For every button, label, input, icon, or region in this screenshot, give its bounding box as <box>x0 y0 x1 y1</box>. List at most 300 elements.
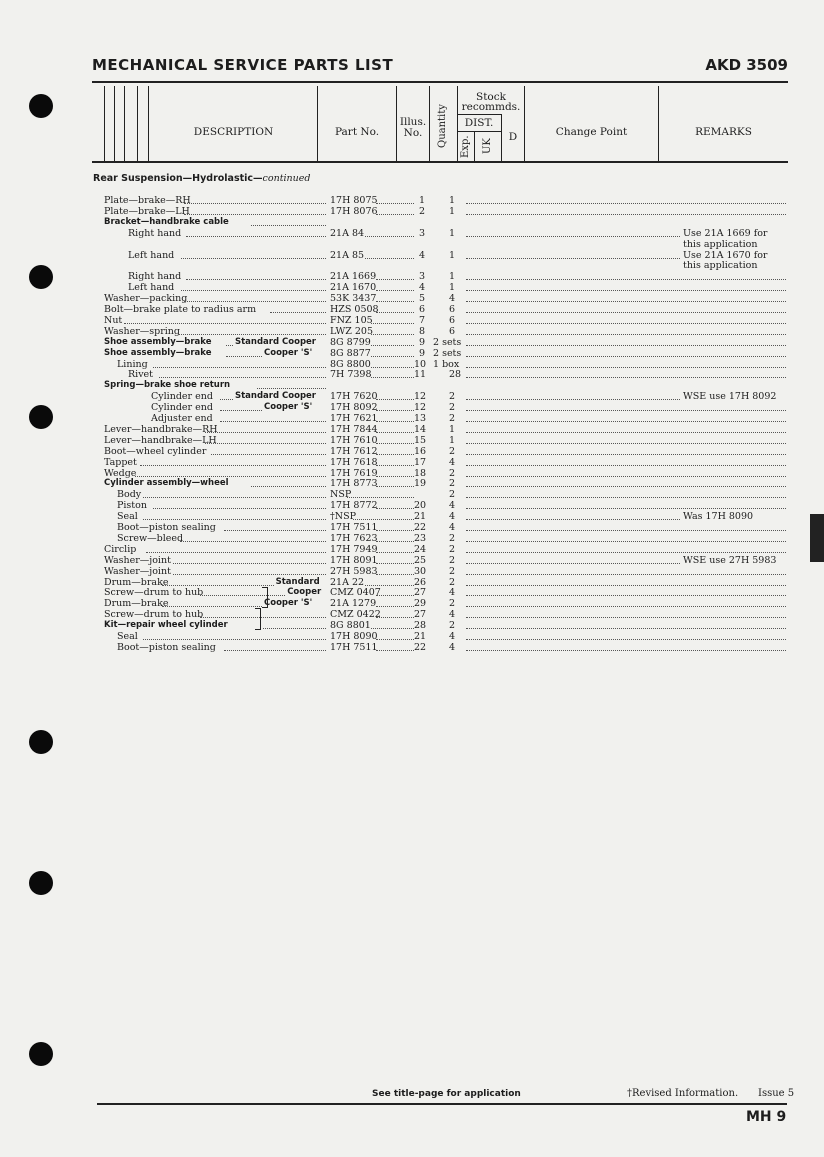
illus-number: 7 <box>419 314 426 326</box>
illus-number: 9 <box>419 336 426 348</box>
quantity: 2 <box>449 543 456 555</box>
part-number: 17H 7844 <box>330 423 378 435</box>
part-number: 7H 7398 <box>330 369 372 381</box>
illus-number: 12 <box>414 391 427 403</box>
illus-number: 12 <box>414 402 427 414</box>
binder-hole <box>29 871 53 895</box>
illus-number: 3 <box>419 227 426 239</box>
part-number: 21A 85 <box>330 249 365 261</box>
part-description: Right hand <box>128 227 182 239</box>
col-stock: Stock <box>476 91 506 103</box>
dot-leader <box>371 377 414 378</box>
dot-leader <box>371 334 414 335</box>
dot-leader <box>220 410 262 411</box>
footer-issue: Issue 5 <box>758 1088 795 1099</box>
quantity: 4 <box>449 609 456 621</box>
part-number: 21A 84 <box>330 227 365 239</box>
dot-leader <box>466 454 786 455</box>
part-description: Washer—spring <box>104 325 180 337</box>
illus-number: 2 <box>419 205 426 217</box>
dot-leader <box>178 334 326 335</box>
dot-leader <box>153 508 326 509</box>
dot-leader <box>466 334 786 335</box>
header-bottom-rule <box>92 161 788 163</box>
part-number: 17H 8773 <box>330 478 378 490</box>
dot-leader <box>376 279 414 280</box>
column-divider <box>114 86 115 161</box>
illus-number: 20 <box>414 500 427 512</box>
quantity: 4 <box>449 522 456 533</box>
remark: WSE use 17H 8092 <box>683 391 777 403</box>
binder-hole <box>29 1042 53 1066</box>
dot-leader <box>200 595 285 596</box>
part-description: Lever—handbrake—RH <box>104 423 218 435</box>
illus-number: 23 <box>414 532 427 544</box>
part-description: Lever—handbrake—LH <box>104 434 217 446</box>
dot-leader <box>466 650 786 651</box>
part-description: Adjuster end <box>151 413 213 424</box>
dot-leader <box>376 443 414 444</box>
dot-leader <box>466 552 786 553</box>
binder-hole <box>29 265 53 289</box>
binder-hole <box>29 730 53 754</box>
dot-leader <box>162 606 262 607</box>
binder-hole <box>29 94 53 118</box>
illus-number: 25 <box>414 554 427 566</box>
dot-leader <box>466 356 786 357</box>
part-description: Screw—drum to hub <box>104 587 204 599</box>
part-description: Circlip <box>104 543 137 555</box>
column-divider <box>137 86 138 161</box>
dot-leader <box>466 301 786 302</box>
dot-leader <box>466 465 786 466</box>
quantity: 2 sets <box>433 347 462 359</box>
quantity: 4 <box>449 456 456 468</box>
part-description: Boot—wheel cylinder <box>104 445 207 457</box>
quantity: 2 <box>449 489 456 501</box>
part-description: Boot—piston sealing <box>117 641 216 653</box>
dot-leader <box>466 367 786 368</box>
document-number: AKD 3509 <box>705 56 788 74</box>
dot-leader <box>200 617 326 618</box>
dot-leader <box>466 410 786 411</box>
column-divider <box>524 86 525 161</box>
quantity: 2 <box>449 620 456 632</box>
dot-leader <box>466 377 786 378</box>
quantity: 2 <box>449 478 456 490</box>
column-divider <box>658 86 659 161</box>
dot-leader <box>466 312 786 313</box>
dot-leader <box>376 552 414 553</box>
dot-leader <box>466 574 786 575</box>
col-description: DESCRIPTION <box>193 126 274 138</box>
page-number: MH 9 <box>746 1109 787 1125</box>
footer-rule <box>97 1103 787 1105</box>
illus-number: 15 <box>414 434 427 446</box>
part-number: 17H 7618 <box>330 456 378 468</box>
illus-number: 21 <box>414 511 427 523</box>
part-description: Plate—brake—RH <box>104 195 191 206</box>
dot-leader <box>376 312 414 313</box>
dot-leader <box>181 258 326 259</box>
dot-leader <box>124 323 326 324</box>
illus-number: 6 <box>419 304 426 315</box>
dot-leader <box>466 606 786 607</box>
part-description: Bracket—handbrake cable <box>104 216 229 227</box>
dot-leader <box>162 585 274 586</box>
col-illus: Illus. <box>399 116 427 128</box>
column-divider <box>148 86 149 161</box>
dot-leader <box>466 639 786 640</box>
dot-leader <box>376 203 414 204</box>
part-number: 17H 8091 <box>330 554 378 566</box>
part-description: Lining <box>117 358 148 370</box>
part-description: Plate—brake—LH <box>104 205 190 217</box>
dot-leader <box>466 345 786 346</box>
dot-leader <box>376 541 414 542</box>
dot-leader <box>224 530 326 531</box>
dot-leader <box>376 465 414 466</box>
illus-number: 28 <box>414 620 427 632</box>
remark: Use 21A 1670 for <box>683 249 768 261</box>
part-number: 17H 8090 <box>330 631 378 642</box>
dot-leader <box>159 377 326 378</box>
part-number: HZS 0508 <box>330 304 379 315</box>
quantity: 2 <box>449 467 456 479</box>
dot-leader <box>186 236 326 237</box>
part-number: 8G 8800 <box>330 358 371 370</box>
dot-leader <box>466 279 786 280</box>
dot-leader <box>466 595 786 596</box>
part-number: 17H 7623 <box>330 532 378 544</box>
col-quantity: Quantity <box>437 104 448 148</box>
dot-leader <box>173 563 326 564</box>
quantity: 1 <box>449 434 456 446</box>
part-number: LWZ 205 <box>330 325 374 337</box>
dot-leader <box>376 530 414 531</box>
dot-leader <box>376 476 414 477</box>
model-tag: Cooper <box>287 587 322 598</box>
part-description: Body <box>117 489 142 501</box>
quantity: 2 <box>449 576 456 588</box>
dot-leader <box>365 236 414 237</box>
illus-number: 27 <box>414 609 427 621</box>
dot-leader <box>184 301 326 302</box>
quantity: 2 <box>449 402 456 414</box>
quantity: 6 <box>449 314 456 326</box>
part-description: Spring—brake shoe return <box>104 380 231 391</box>
dot-leader <box>140 465 326 466</box>
illus-number: 11 <box>414 369 427 381</box>
part-number: 8G 8877 <box>330 347 371 359</box>
quantity: 4 <box>449 511 456 523</box>
dot-leader <box>466 290 786 291</box>
dot-leader <box>184 203 326 204</box>
dot-leader <box>376 454 414 455</box>
illus-number: 14 <box>414 423 427 435</box>
dot-leader <box>173 574 326 575</box>
col-change-point: Change Point <box>555 126 628 138</box>
dot-leader <box>466 258 680 259</box>
quantity: 6 <box>449 304 456 315</box>
part-description: Nut <box>104 314 123 326</box>
part-number: FNZ 105 <box>330 314 373 326</box>
part-description: Kit—repair wheel cylinder <box>104 620 228 631</box>
dot-leader <box>376 508 414 509</box>
dot-leader <box>466 486 786 487</box>
illus-number: 10 <box>414 358 427 370</box>
quantity: 2 <box>449 532 456 544</box>
col-illus-no: No. <box>403 127 423 139</box>
part-description: Drum—brake <box>104 598 169 610</box>
quantity: 1 box <box>433 358 460 370</box>
dot-leader <box>376 301 414 302</box>
dot-leader <box>226 356 262 357</box>
model-tag: Cooper 'S' <box>264 402 313 413</box>
dot-leader <box>220 421 326 422</box>
col-uk: UK <box>482 138 493 154</box>
column-divider <box>457 131 501 132</box>
col-remarks: REMARKS <box>695 126 752 138</box>
col-stock-recommds: recommds. <box>461 101 521 113</box>
part-number: 21A 22 <box>330 576 365 588</box>
dot-leader <box>143 519 326 520</box>
part-description: Screw—bleed <box>117 532 184 544</box>
remark: this application <box>683 238 758 250</box>
dot-leader <box>466 399 680 400</box>
quantity: 2 <box>449 391 456 403</box>
part-number: 17H 8076 <box>330 205 378 217</box>
part-number: 21A 1279 <box>330 598 377 610</box>
column-divider <box>104 86 105 161</box>
part-number: 21A 1670 <box>330 282 377 294</box>
bracket <box>262 587 268 608</box>
part-number: †NSP <box>330 511 356 523</box>
dot-leader <box>135 476 326 477</box>
dot-leader <box>226 345 233 346</box>
part-description: Piston <box>117 500 147 512</box>
part-description: Cylinder end <box>151 391 213 403</box>
dot-leader <box>257 388 326 389</box>
quantity: 1 <box>449 271 456 283</box>
part-description: Boot—piston sealing <box>117 522 216 533</box>
dot-leader <box>376 486 414 487</box>
quantity: 4 <box>449 293 456 305</box>
dot-leader <box>376 650 414 651</box>
part-description: Shoe assembly—brake <box>104 347 212 358</box>
bracket <box>255 608 261 630</box>
part-number: 17H 7619 <box>330 467 378 479</box>
dot-leader <box>376 639 414 640</box>
dot-leader <box>376 617 414 618</box>
quantity: 2 sets <box>433 336 462 348</box>
part-number: 17H 7620 <box>330 391 378 403</box>
dot-leader <box>143 497 326 498</box>
illus-number: 8 <box>419 325 426 337</box>
dot-leader <box>220 399 233 400</box>
part-number: 17H 8075 <box>330 195 378 206</box>
col-d: D <box>508 131 518 143</box>
part-number: 27H 5983 <box>330 565 378 577</box>
part-number: 17H 8092 <box>330 402 378 414</box>
part-number: 17H 7511 <box>330 641 378 653</box>
quantity: 2 <box>449 445 456 457</box>
dot-leader <box>143 639 326 640</box>
part-description: Left hand <box>128 282 175 294</box>
dot-leader <box>376 606 414 607</box>
dot-leader <box>466 443 786 444</box>
index-tab <box>810 514 824 562</box>
part-number: CMZ 0422 <box>330 609 381 621</box>
quantity: 1 <box>449 249 456 261</box>
dot-leader <box>146 552 326 553</box>
dot-leader <box>211 454 326 455</box>
quantity: 2 <box>449 598 456 610</box>
dot-leader <box>365 258 414 259</box>
part-number: 8G 8799 <box>330 336 371 348</box>
quantity: 1 <box>449 195 456 206</box>
part-number: 17H 7610 <box>330 434 378 446</box>
part-number: 53K 3437 <box>330 293 377 305</box>
part-description: Screw—drum to hub <box>104 609 204 621</box>
part-description: Washer—joint <box>104 565 171 577</box>
col-part-no: Part No. <box>334 126 380 138</box>
dot-leader <box>466 519 680 520</box>
part-description: Cylinder assembly—wheel <box>104 478 229 489</box>
dot-leader <box>466 508 786 509</box>
page-title: MECHANICAL SERVICE PARTS LIST <box>92 56 394 74</box>
dot-leader <box>466 323 786 324</box>
binder-hole <box>29 405 53 429</box>
quantity: 2 <box>449 554 456 566</box>
quantity: 4 <box>449 641 456 653</box>
remark: WSE use 27H 5983 <box>683 554 777 566</box>
part-number: 17H 7612 <box>330 445 378 457</box>
part-description: Washer—packing <box>104 293 188 305</box>
dot-leader <box>371 356 414 357</box>
model-tag: Standard <box>275 576 320 587</box>
part-number: 17H 8772 <box>330 500 378 512</box>
remark: Use 21A 1669 for <box>683 227 768 239</box>
column-divider <box>317 86 318 161</box>
dot-leader <box>251 486 326 487</box>
dot-leader <box>376 399 414 400</box>
remark: this application <box>683 260 758 272</box>
dot-leader <box>181 290 326 291</box>
header-top-rule <box>92 81 788 83</box>
quantity: 6 <box>449 325 456 337</box>
quantity: 2 <box>449 565 456 577</box>
illus-number: 18 <box>414 467 427 479</box>
dot-leader <box>466 421 786 422</box>
illus-number: 26 <box>414 576 427 588</box>
dot-leader <box>365 585 414 586</box>
footer-revised-note: †Revised Information. <box>627 1088 739 1099</box>
illus-number: 4 <box>419 282 426 294</box>
part-description: Seal <box>117 631 138 642</box>
dot-leader <box>353 519 414 520</box>
part-description: Drum—brake <box>104 576 169 588</box>
dot-leader <box>376 595 414 596</box>
illus-number: 17 <box>414 456 427 468</box>
dot-leader <box>371 367 414 368</box>
illus-number: 4 <box>419 249 426 261</box>
part-number: 17H 7949 <box>330 543 378 555</box>
footer-application-note: See title-page for application <box>372 1089 521 1099</box>
dot-leader <box>466 497 786 498</box>
part-description: Bolt—brake plate to radius arm <box>104 304 257 315</box>
part-description: Shoe assembly—brake <box>104 336 212 347</box>
dot-leader <box>371 345 414 346</box>
remark: Was 17H 8090 <box>683 511 754 523</box>
model-tag: Cooper 'S' <box>264 598 313 609</box>
dot-leader <box>224 650 326 651</box>
illus-number: 29 <box>414 598 427 610</box>
dot-leader <box>205 443 326 444</box>
illus-number: 13 <box>414 413 427 424</box>
dot-leader <box>466 530 786 531</box>
dot-leader <box>466 617 786 618</box>
dot-leader <box>376 432 414 433</box>
dot-leader <box>263 628 326 629</box>
illus-number: 24 <box>414 543 427 555</box>
dot-leader <box>376 421 414 422</box>
quantity: 1 <box>449 423 456 435</box>
illus-number: 30 <box>414 565 427 577</box>
dot-leader <box>466 541 786 542</box>
col-dist: DIST. <box>464 117 494 129</box>
dot-leader <box>376 214 414 215</box>
column-divider <box>429 86 430 161</box>
quantity: 1 <box>449 227 456 239</box>
illus-number: 27 <box>414 587 427 599</box>
illus-number: 21 <box>414 631 427 642</box>
dot-leader <box>184 214 326 215</box>
part-description: Wedge <box>104 467 137 479</box>
dot-leader <box>180 541 326 542</box>
dot-leader <box>371 323 414 324</box>
illus-number: 1 <box>419 195 426 206</box>
illus-number: 3 <box>419 271 426 283</box>
part-description: Tappet <box>104 456 137 468</box>
col-exp: Exp. <box>460 135 471 158</box>
part-number: CMZ 0407 <box>330 587 381 599</box>
dot-leader <box>466 203 786 204</box>
part-description: Rivet <box>128 369 153 381</box>
illus-number: 22 <box>414 522 427 533</box>
dot-leader <box>347 497 414 498</box>
dot-leader <box>466 214 786 215</box>
dot-leader <box>466 432 786 433</box>
part-description: Right hand <box>128 271 182 283</box>
dot-leader <box>371 628 414 629</box>
part-description: Seal <box>117 511 138 523</box>
quantity: 1 <box>449 282 456 294</box>
dot-leader <box>466 236 680 237</box>
dot-leader <box>205 432 326 433</box>
section-heading: Rear Suspension—Hydrolastic—continued <box>93 173 311 184</box>
quantity: 4 <box>449 587 456 599</box>
illus-number: 16 <box>414 445 427 457</box>
part-number: NSP <box>330 489 352 501</box>
part-description: Cylinder end <box>151 402 213 414</box>
dot-leader <box>186 279 326 280</box>
quantity: 2 <box>449 413 456 424</box>
dot-leader <box>376 410 414 411</box>
model-tag: Standard Cooper <box>235 336 316 347</box>
column-divider <box>474 131 475 161</box>
part-number: 8G 8801 <box>330 620 371 632</box>
